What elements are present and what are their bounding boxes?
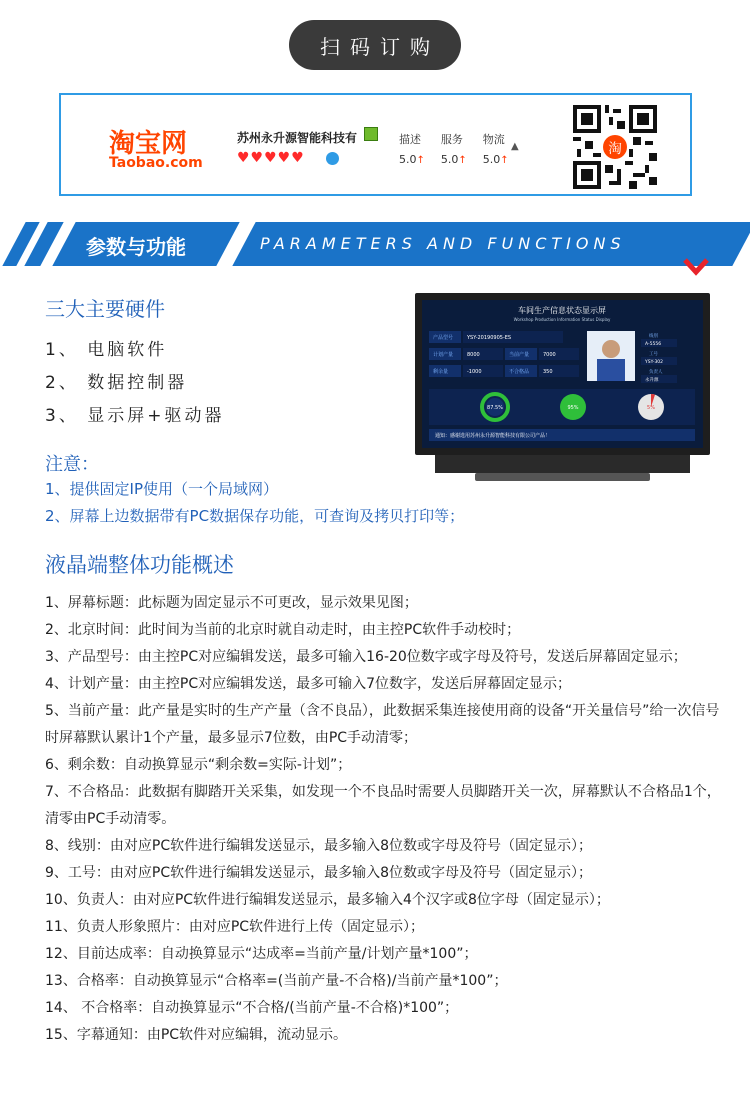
banner-title-en: PARAMETERS AND FUNCTIONS [260,234,626,253]
gauge-value: 5% [647,405,655,411]
list-item: 15、字幕通知：由PC软件对应编辑，流动显示。 [45,1027,348,1043]
field-label: 剩余量 [433,369,449,375]
list-item: 6、剩余数：自动换算显示“剩余数=实际-计划”； [45,757,352,773]
overview-title: 液晶端整体功能概述 [45,553,234,577]
monitor-title: 车间生产信息状态显示屏 [518,306,606,315]
taobao-logo: 淘宝网 [109,129,188,159]
rating-label: 物流 [482,133,505,146]
list-item: 1、屏幕标题：此标题为固定显示不可更改，显示效果见图； [45,595,418,611]
hardware-item: 2、 数据控制器 [45,373,188,393]
chevron-up-icon[interactable]: ▲ [511,141,519,152]
field-label: 当前产量 [509,352,530,358]
rating-value: 5.0↑ [482,153,509,166]
list-item: 7、不合格品：此数据有脚踏开关采集，如发现一个不良品时需要人员脚踏开关一次，屏幕默认不合格品1个，清零由PC手动清零。 [45,784,721,827]
gauge-value: 95% [567,405,579,411]
vip-icon [326,152,339,165]
monitor-notice: 通知：感谢选用苏州永升源智能科技有限公司产品！ [435,433,551,439]
field-label: 计划产量 [433,352,454,358]
list-item: 11、负责人形象照片：由对应PC软件进行上传（固定显示）； [45,919,425,935]
credit-hearts: ♥♥♥♥♥ [237,150,305,166]
rating-label: 服务 [440,133,463,146]
rating-description [399,131,425,166]
list-item: 3、产品型号：由主控PC对应编辑发送，最多可输入16-20位数字或字母及符号，发送后屏幕固定显示； [45,649,687,665]
display-screen-image [415,293,710,483]
side-value: A-5556 [645,342,662,347]
taobao-shop-card[interactable] [59,93,692,196]
field-label: 不合格品 [509,369,530,375]
rating-value: 5.0↑ [440,153,467,166]
side-label: 线别 [649,334,658,339]
list-item: 13、合格率：自动换算显示“合格率=(当前产量-不合格)/当前产量*100”； [45,973,508,989]
up-arrow-icon: ↑ [458,155,467,166]
field-label: 产品型号 [433,335,454,341]
rating-logistics [483,131,509,166]
hardware-title: 三大主要硬件 [45,297,165,321]
note-item: 2、屏幕上边数据带有PC数据保存功能，可查询及拷贝打印等； [45,507,465,525]
field-value: 8000 [467,352,480,358]
note-item: 1、提供固定IP使用（一个局域网） [45,480,279,498]
list-item: 10、负责人：由对应PC软件进行编辑发送显示，最多输入4个汉字或8位字母（固定显示）； [45,892,610,908]
side-value: 永升源 [645,378,659,383]
up-arrow-icon: ↑ [500,155,509,166]
shop-ratings [399,131,509,166]
rating-label: 描述 [399,133,421,146]
list-item: 12、目前达成率：自动换算显示“达成率=当前产量/计划产量*100”； [45,946,478,962]
side-label: 工号 [649,352,658,357]
side-value: YSY-302 [645,360,664,365]
list-item: 14、 不合格率：自动换算显示“不合格/(当前产量-不合格)*100”； [45,1000,459,1016]
chevron-down-icon [683,258,709,276]
list-item: 2、北京时间：此时间为当前的北京时就自动走时，由主控PC软件手动校时； [45,622,521,638]
notes-title: 注意： [45,454,99,475]
rating-value: 5.0↑ [399,153,425,166]
gauge-value: 87.5% [487,405,503,411]
rating-service [441,131,467,166]
shop-name[interactable]: 苏州永升源智能科技有 [237,131,358,145]
monitor-subtitle: Workshop Production Information Status Display [513,317,611,322]
field-value: YSY-20190905-ES [467,335,512,341]
list-item: 5、当前产量：此产量是实时的生产产量（含不良品），此数据采集连接使用商的设备“开关量信号”给一次信号时屏幕默认累计1个产量，最多显示7位数，由PC手动清零； [45,703,720,746]
hardware-item: 3、 显示屏+驱动器 [45,406,225,426]
field-value: 7000 [543,352,556,358]
list-item: 8、线别：由对应PC软件进行编辑发送显示，最多输入8位数或字母及符号（固定显示）； [45,838,593,854]
shop-badge-icon [364,127,378,141]
qr-center-label: 淘 [608,141,622,157]
qr-code-icon[interactable] [573,105,657,189]
taobao-logo-en: Taobao.com [109,155,203,171]
function-list [45,590,725,1049]
banner-title-cn: 参数与功能 [86,235,186,259]
side-label: 负责人 [649,370,663,375]
field-value: 350 [543,369,553,375]
list-item: 4、计划产量：由主控PC对应编辑发送，最多可输入7位数字，发送后屏幕固定显示； [45,676,572,692]
list-item: 9、工号：由对应PC软件进行编辑发送显示，最多输入8位数或字母及符号（固定显示）； [45,865,593,881]
field-value: -1000 [467,369,482,375]
hardware-item: 1、 电脑软件 [45,340,168,360]
scan-to-order-button[interactable]: 扫码订购 [289,20,461,70]
up-arrow-icon: ↑ [416,155,425,166]
